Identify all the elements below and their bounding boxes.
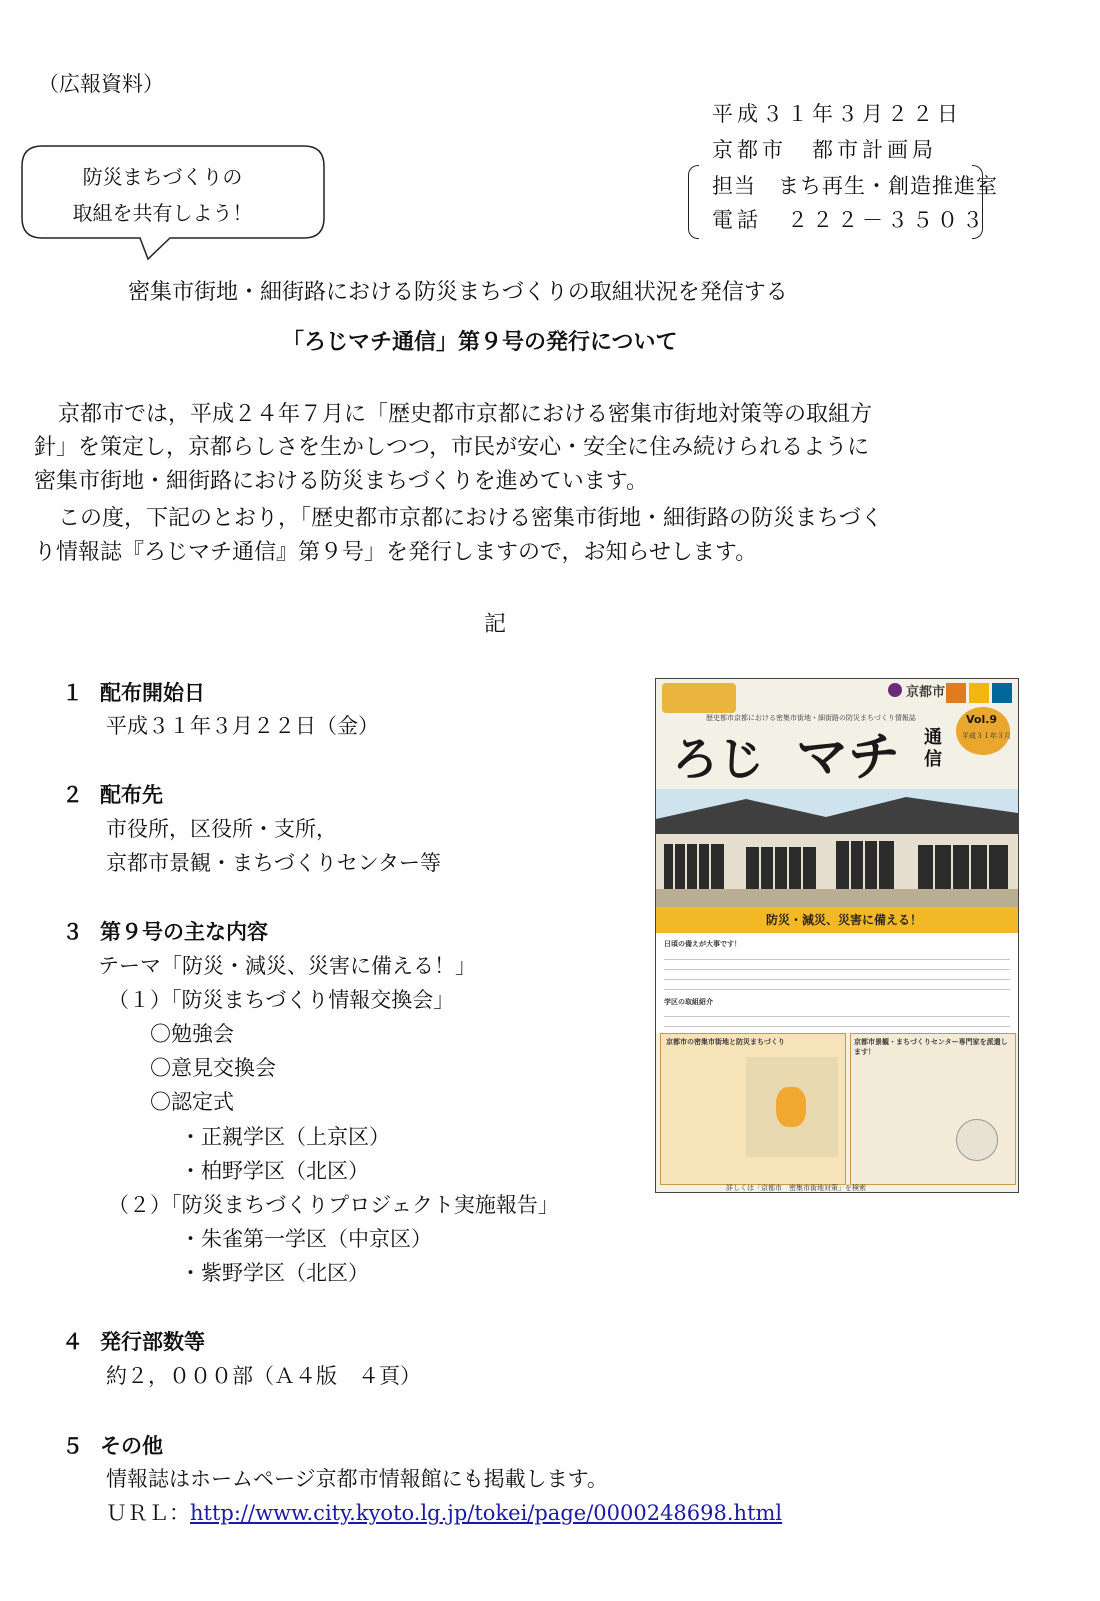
url-label: ＵＲＬ：: [106, 1501, 190, 1525]
paragraph-1-line-1: 京都市では，平成２４年７月に「歴史都市京都における密集市街地対策等の取組方: [58, 402, 873, 427]
cover-logo-tsu: 通: [924, 727, 942, 748]
section-4-number: ４: [62, 1330, 83, 1354]
organization: 京都市 都市計画局: [712, 138, 937, 162]
cover-footer: 詳しくは「京都市 密集市街地対策」を検索: [726, 1184, 866, 1192]
map-highlight-icon: [776, 1087, 806, 1127]
vol-number: Vol.9: [966, 713, 998, 726]
section-3-heading: [62, 916, 268, 946]
section-1-number: １: [62, 681, 83, 705]
cover-tagline: 歴史都市京都における密集市街地・細街路の防災まちづくり情報誌: [706, 714, 916, 722]
cover-logo-shin: 信: [924, 749, 942, 770]
section-5-heading: [62, 1430, 163, 1460]
section-3-number: ３: [62, 920, 83, 944]
content-sub-3: 〇認定式: [150, 1090, 234, 1114]
distribution-date: 平成３１年３月２２日（金）: [106, 714, 379, 738]
print-run: 約２，０００部（Ａ４版 ４頁）: [106, 1364, 421, 1388]
content-sub-3a: ・正親学区（上京区）: [180, 1125, 390, 1149]
url-line: [106, 1497, 782, 1527]
press-release-label: （広報資料）: [38, 72, 164, 96]
content-sub-2: 〇意見交換会: [150, 1056, 276, 1080]
house-badge-icon: [662, 683, 736, 713]
paragraph-1-line-2: 針」を策定し，京都らしさを生かしつつ，市民が安心・安全に住み続けられるように: [34, 435, 870, 460]
cover-city-name: 京都市: [906, 685, 946, 700]
cover-body-text-lines: [664, 953, 1010, 993]
phone: 電話 ２２２－３５０３: [712, 208, 987, 232]
townhouse-illustration: [656, 789, 1018, 907]
cover-logo-ro: ろじ: [672, 732, 764, 786]
section-2-number: ２: [62, 783, 83, 807]
section-3-title: 第９号の主な内容: [100, 920, 268, 944]
content-sub-1: 〇勉強会: [150, 1022, 234, 1046]
bracket-left: [688, 165, 699, 239]
cover-expert-box-title: 京都市景観・まちづくりセンター専門家を派遣します！: [854, 1038, 1008, 1056]
theme: テーマ「防災・減災、災害に備える！」: [98, 954, 476, 978]
vol-date: 平成３１年３月: [962, 732, 1011, 740]
cover-logo-machi: マチ: [796, 728, 901, 788]
ki-heading: 記: [484, 612, 507, 637]
section-4-heading: [62, 1326, 205, 1356]
department: 担当 まち再生・創造推進室: [712, 174, 998, 198]
sdgs-goal-icon: [969, 683, 989, 703]
cover-section-b: 学区の取組紹介: [664, 998, 713, 1006]
distribution-place-2: 京都市景観・まちづくりセンター等: [106, 851, 441, 875]
content-sub-4: ・朱雀第一学区（中京区）: [180, 1227, 432, 1251]
section-1-heading: [62, 677, 205, 707]
content-sub-5: ・紫野学区（北区）: [180, 1261, 369, 1285]
paragraph-2-line-2: り情報誌『ろじマチ通信』第９号」を発行しますので，お知らせします。: [34, 540, 758, 565]
expert-character-icon: [956, 1119, 998, 1161]
sdgs-logo-icon: [946, 683, 966, 703]
section-1-title: 配布開始日: [100, 681, 205, 705]
section-5-number: ５: [62, 1434, 83, 1458]
section-4-title: 発行部数等: [100, 1330, 205, 1354]
city-crest-icon: [888, 683, 902, 697]
release-date: 平成３１年３月２２日: [712, 102, 962, 126]
section-2-title: 配布先: [100, 783, 163, 807]
paragraph-2-line-1: この度，下記のとおり，「歴史都市京都における密集市街地・細街路の防災まちづく: [58, 506, 883, 531]
content-item-2: （２）「防災まちづくりプロジェクト実施報告」: [108, 1193, 559, 1217]
paragraph-1-line-3: 密集市街地・細街路における防災まちづくりを進めています。: [34, 469, 649, 494]
section-2-heading: [62, 779, 163, 809]
page-title: 「ろじマチ通信」第９号の発行について: [282, 330, 678, 355]
cover-banner-text: 防災・減災、災害に備える！: [766, 913, 923, 927]
section-5-title: その他: [100, 1434, 163, 1458]
subtitle: 密集市街地・細街路における防災まちづくりの取組状況を発信する: [128, 280, 788, 305]
bubble-line-1: 防災まちづくりの: [82, 165, 243, 189]
cover-body-text-lines-2: [664, 1010, 1010, 1028]
homepage-link[interactable]: http://www.city.kyoto.lg.jp/tokei/page/0000248698.html: [190, 1501, 783, 1525]
content-item-1: （１）「防災まちづくり情報交換会」: [108, 988, 455, 1012]
newsletter-cover-image: [655, 678, 1019, 1193]
distribution-place-1: 市役所，区役所・支所，: [106, 817, 337, 841]
other-info: 情報誌はホームページ京都市情報館にも掲載します。: [106, 1467, 608, 1491]
speech-bubble: [20, 145, 325, 240]
bubble-line-2: 取組を共有しよう！: [72, 201, 253, 225]
cover-map-box-title: 京都市の密集市街地と防災まちづくり: [666, 1038, 785, 1046]
content-sub-3b: ・柏野学区（北区）: [180, 1159, 369, 1183]
sdgs-goal-2-icon: [992, 683, 1012, 703]
cover-section-a: 日頃の備えが大事です！: [664, 940, 741, 948]
cover-map-icon: [746, 1057, 838, 1157]
